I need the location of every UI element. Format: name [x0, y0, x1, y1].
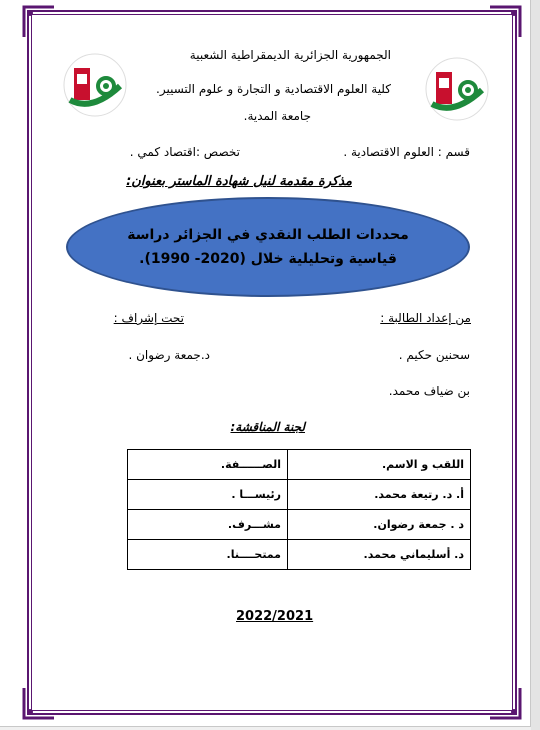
- supervision-label: تحت إشراف :: [113, 311, 184, 325]
- republic-name: الجمهورية الجزائرية الديمقراطية الشعبية: [189, 48, 391, 62]
- committee-heading: لجنة المناقشة:: [230, 420, 305, 434]
- committee-role-cell: مشـــرف.: [128, 510, 288, 540]
- thesis-title-line-1: محددات الطلب النقدي في الجزائر دراسة: [127, 227, 409, 243]
- faculty-name: كلية العلوم الاقتصادية و التجارة و علوم التسيير.: [156, 82, 391, 96]
- department-label: قسم : العلوم الاقتصادية .: [343, 145, 470, 159]
- committee-name-cell: د . جمعة رضوان.: [288, 510, 471, 540]
- supervisor-name: د.جمعة رضوان .: [128, 348, 210, 362]
- table-row: [128, 450, 471, 480]
- committee-name-cell: اللقب و الاسم.: [288, 450, 471, 480]
- university-logo-right-icon: [424, 56, 490, 122]
- thesis-title-line-2: قياسية وتحليلية خلال (2020- 1990).: [139, 251, 397, 267]
- corner-ornament-icon: [488, 5, 522, 39]
- viewer-scrollbar[interactable]: [531, 0, 540, 730]
- university-logo-left-icon: [62, 52, 128, 118]
- committee-table: [127, 449, 471, 570]
- committee-name-cell: أ. د. رتيعة محمد.: [288, 480, 471, 510]
- committee-name-cell: د. أسليماني محمد.: [288, 540, 471, 570]
- corner-ornament-icon: [22, 686, 56, 720]
- prepared-by-label: من إعداد الطالبة :: [380, 311, 471, 325]
- corner-ornament-icon: [22, 5, 56, 39]
- committee-role-cell: الصــــــفة.: [128, 450, 288, 480]
- academic-year: 2022/2021: [236, 609, 314, 624]
- student-name: سحنين حكيم .: [398, 348, 470, 362]
- specialty-label: تخصص :اقتصاد كمي .: [129, 145, 240, 159]
- committee-role-cell: ممتحــــنا.: [128, 540, 288, 570]
- student-name: بن ضياف محمد.: [388, 384, 470, 398]
- table-row: [128, 540, 471, 570]
- table-row: [128, 480, 471, 510]
- memo-heading: مذكرة مقدمة لنيل شهادة الماستر بعنوان:: [126, 174, 352, 189]
- thesis-title-box: [66, 197, 470, 297]
- committee-role-cell: رئيســـا .: [128, 480, 288, 510]
- corner-ornament-icon: [488, 686, 522, 720]
- table-row: [128, 510, 471, 540]
- university-name: جامعة المدية.: [243, 109, 311, 123]
